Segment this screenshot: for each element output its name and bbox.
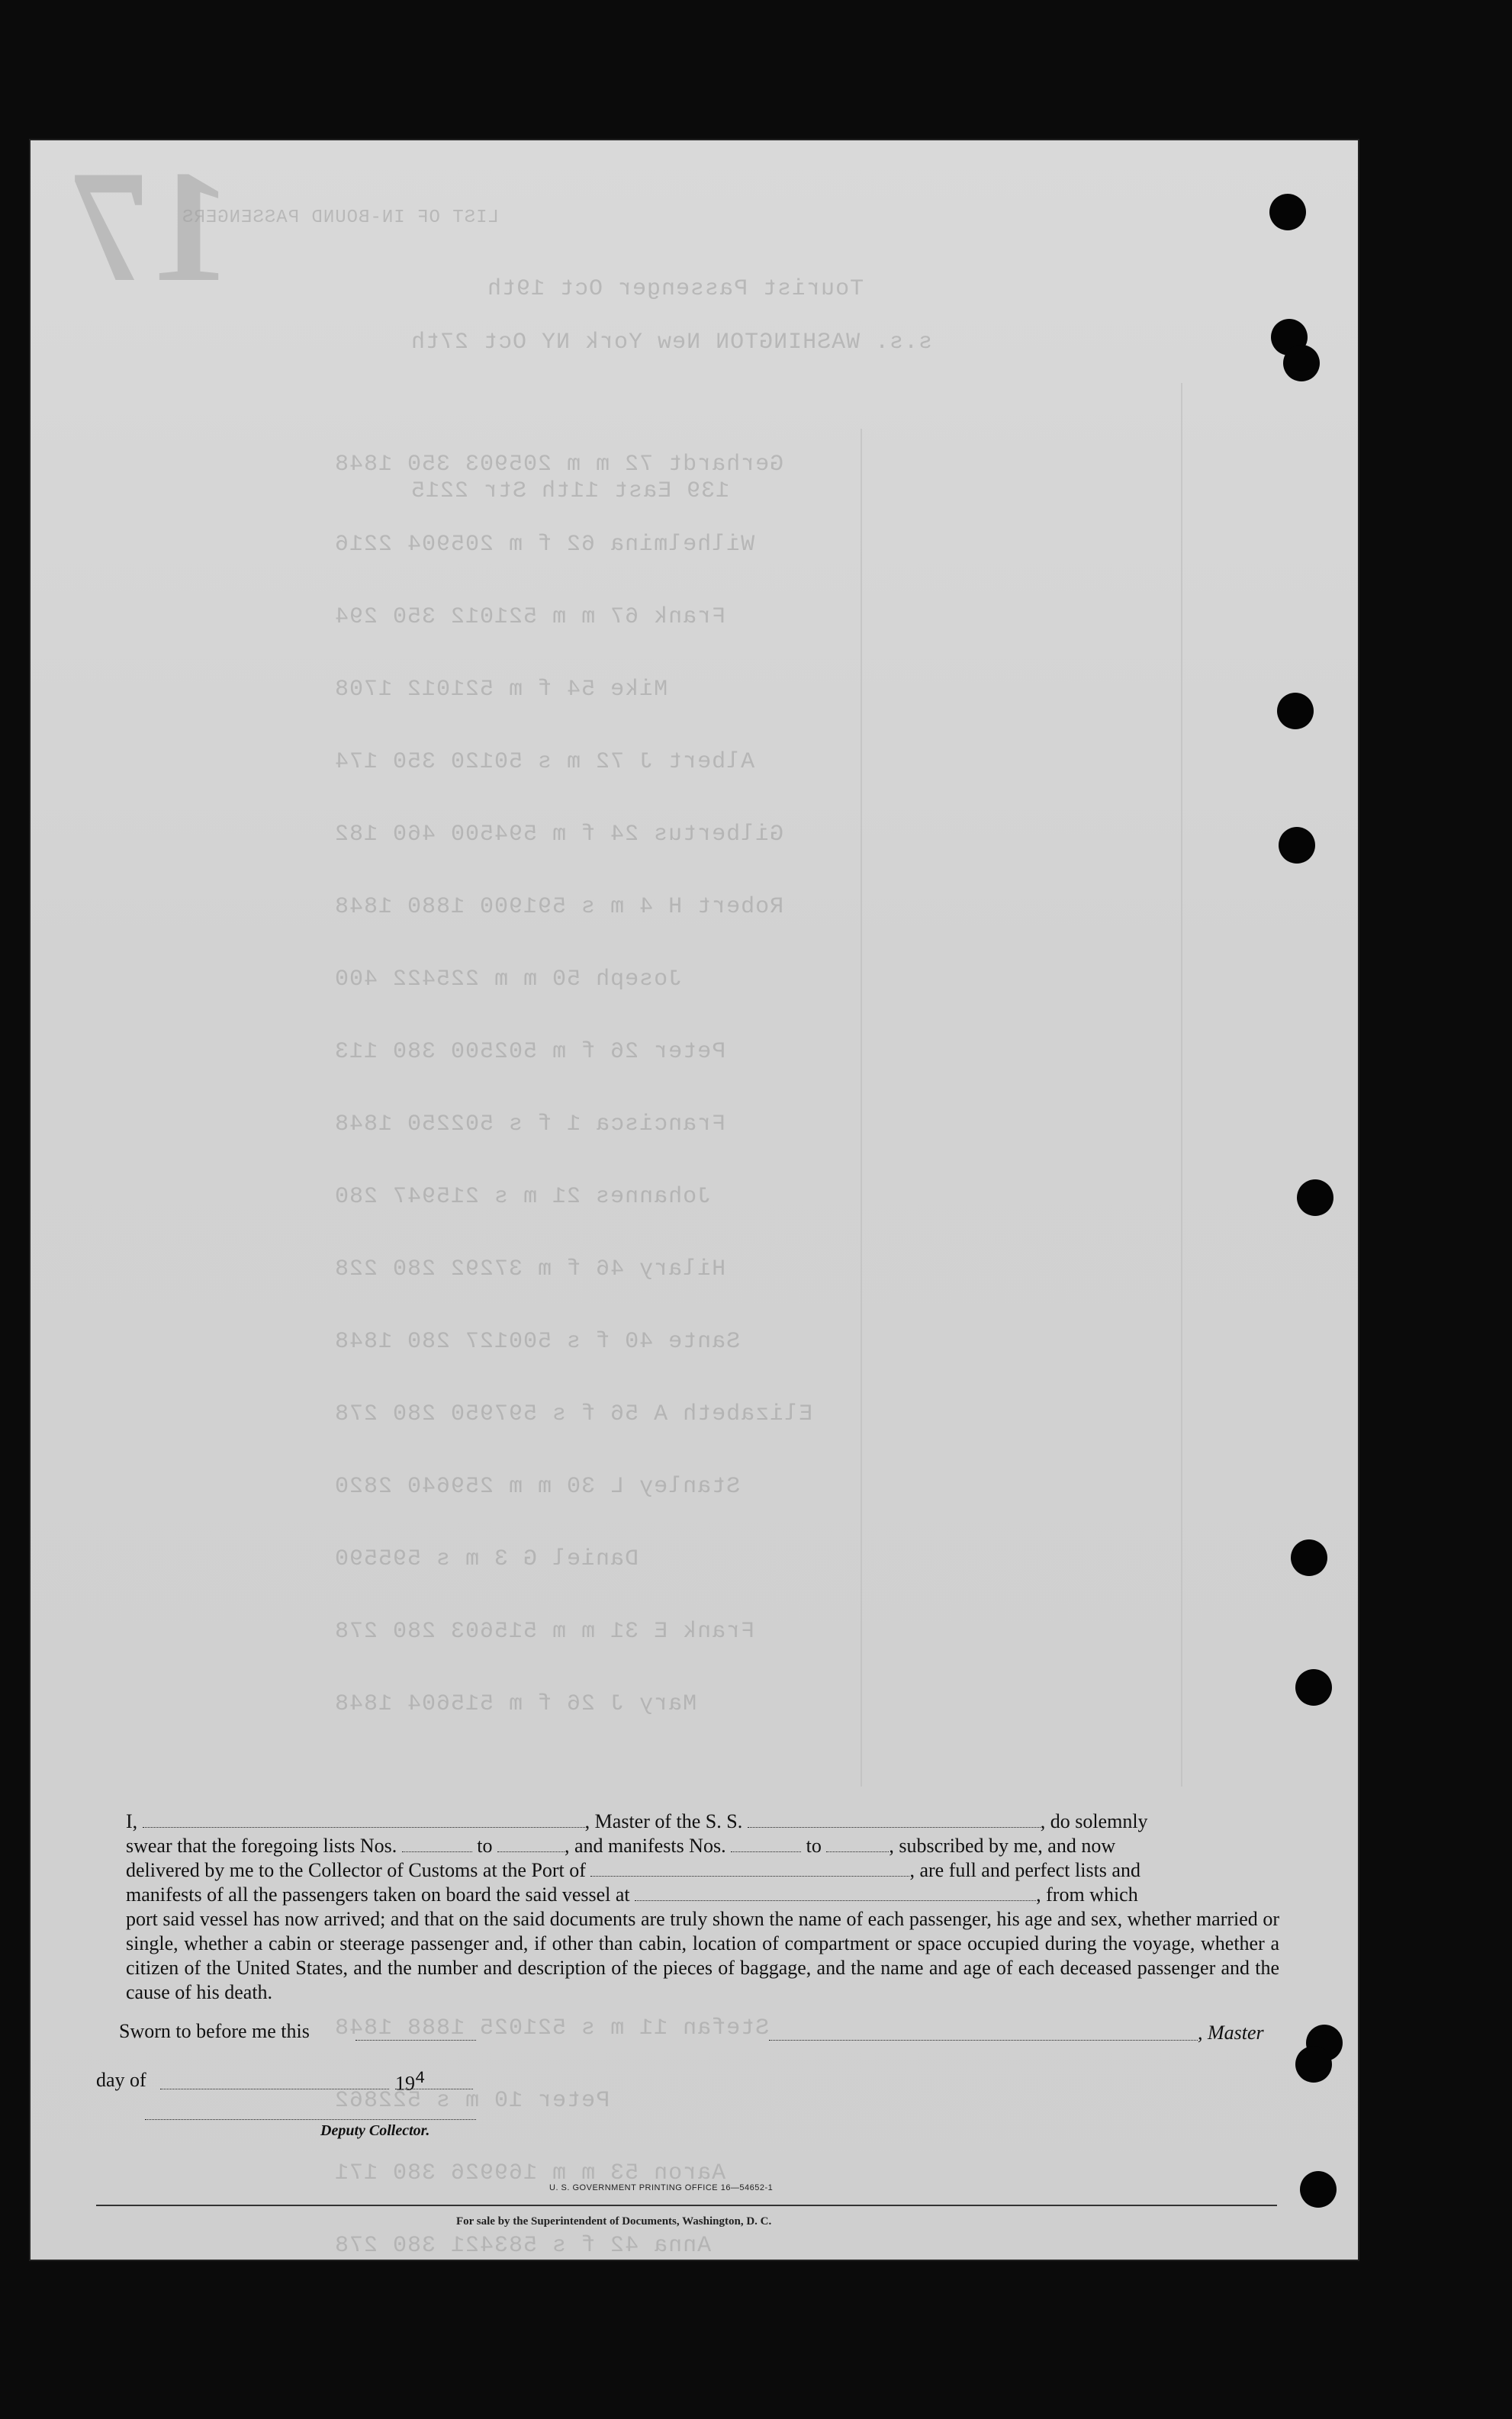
ghost-row: Anna 42 f s 583421 380 278 (334, 2233, 712, 2259)
ghost-row: Albert J 72 m s 50120 350 174 (334, 749, 755, 775)
oath-master-text: , Master of the S. S. (584, 1810, 743, 1832)
ghost-row: Francisca 1 f s 502250 1848 (334, 1111, 726, 1137)
year-prefix (395, 2069, 425, 2096)
ghost-row: Peter 26 f m 502500 380 113 (334, 1039, 726, 1065)
deputy-signature-line (145, 2119, 476, 2120)
oath-from-which-text: , from which (1036, 1883, 1138, 1906)
ghost-row: Mike 54 f m 521012 1708 (334, 677, 668, 703)
year-handwritten-digit: 4 (415, 2069, 426, 2088)
ghost-row: 139 East 11th Str 2215 (410, 478, 730, 504)
punch-hole (1291, 1539, 1327, 1576)
oath-vessel-text: manifests of all the passengers taken on board the said vessel at (126, 1883, 630, 1906)
ghost-row: Elizabeth A 56 f s 597950 280 278 (334, 1401, 813, 1427)
punch-hole (1295, 2046, 1332, 2083)
ghost-header: s.s. WASHINGTON New York NY Oct 27th (410, 330, 933, 355)
ghost-row: Daniel G 3 m s 595590 (334, 1546, 639, 1572)
ghost-row: Gerhardt 72 m m 205903 350 1848 (334, 452, 784, 478)
master-label: , Master (1198, 2022, 1264, 2044)
ghost-column-rule (861, 429, 862, 1787)
ghost-row: Sante 40 f s 500127 280 1848 (334, 1329, 741, 1355)
oath-i: I, (126, 1810, 138, 1832)
manifest-to-blank (826, 1836, 889, 1852)
oath-line-4 (126, 1883, 1279, 1907)
punch-hole (1295, 1669, 1332, 1706)
punch-hole (1277, 693, 1314, 729)
ghost-row: Hilary 46 f m 37292 280 228 (334, 1256, 726, 1282)
punch-hole (1269, 194, 1306, 230)
master-name-blank (143, 1812, 585, 1828)
manifest-page (29, 139, 1359, 2261)
ghost-row: Peter 10 m s 522862 (334, 2088, 610, 2114)
ghost-row: Gilbertus 24 f m 594500 460 182 (334, 822, 784, 848)
oath-to-text: to (477, 1835, 493, 1857)
deputy-collector-label: Deputy Collector. (320, 2122, 430, 2139)
punch-hole (1279, 827, 1315, 864)
punch-hole (1283, 345, 1320, 381)
ghost-sheet-number: 17 (71, 139, 231, 315)
year-prefix-text: 19 (395, 2072, 415, 2095)
ghost-row: Aaron 53 m m 169926 380 171 (334, 2160, 726, 2186)
day-of-label: day of (96, 2069, 146, 2091)
ghost-row: Frank 67 m m 521012 350 294 (334, 604, 726, 630)
oath-port-text: delivered by me to the Collector of Customs at the Port of (126, 1859, 586, 1881)
ghost-header: LIST OF IN-BOUND PASSENGERS (182, 207, 499, 228)
ghost-row: Wilhelmina 62 f m 205904 2216 (334, 532, 755, 558)
ghost-row: Stefan 11 m s 521025 1888 1848 (334, 2015, 770, 2041)
list-from-blank (402, 1836, 472, 1852)
departure-port-blank (635, 1885, 1036, 1901)
oath-line-1 (126, 1809, 1279, 1834)
oath-manifests-text: , and manifests Nos. (565, 1835, 726, 1857)
oath-body: port said vessel has now arrived; and that on the said documents are truly shown the name of each passenger, his age and sex, whether married or single, whether a cabin or steerage passenger and, if other than cabin, location of compartment or space occupied during the voyage, whether a citizen of the United States, and the number and description of the pieces of baggage, and the name and age of each deceased passenger and the cause of his death. (126, 1908, 1279, 2003)
oath-solemnly: , do solemnly (1040, 1810, 1148, 1832)
list-to-blank (497, 1836, 565, 1852)
master-signature-line (769, 2040, 1198, 2041)
punch-hole (1297, 1179, 1333, 1216)
ship-name-blank (748, 1812, 1041, 1828)
footer-rule (96, 2205, 1277, 2206)
port-blank (590, 1861, 909, 1877)
oath-line-3 (126, 1858, 1279, 1883)
master-oath (126, 1809, 1279, 2005)
ghost-row: Robert H 4 m s 591900 1880 1848 (334, 894, 784, 920)
ghost-header: Tourist Passenger Oct 19th (487, 276, 864, 302)
sworn-label: Sworn to before me this (119, 2020, 310, 2042)
oath-line-2 (126, 1834, 1279, 1858)
ghost-column-rule (1181, 383, 1182, 1787)
oath-lists-text: swear that the foregoing lists Nos. (126, 1835, 397, 1857)
for-sale-imprint: For sale by the Superintendent of Documents, Washington, D. C. (456, 2215, 772, 2228)
oath-to-text-2: to (806, 1835, 822, 1857)
punch-hole (1300, 2171, 1337, 2208)
ghost-row: Mary J 26 f m 515604 1848 (334, 1691, 697, 1717)
printing-office-imprint: U. S. GOVERNMENT PRINTING OFFICE 16—54652-1 (549, 2183, 774, 2192)
ghost-row: Stanley L 30 m m 259640 2820 (334, 1474, 741, 1500)
ghost-row: Joseph 50 m m 225422 400 (334, 967, 683, 992)
ghost-row: Frank E 31 m m 515603 280 278 (334, 1619, 755, 1645)
sworn-date-line (355, 2040, 476, 2041)
ghost-row: Johannes 21 m s 215947 280 (334, 1184, 712, 1210)
manifest-from-blank (731, 1836, 801, 1852)
oath-perfect-text: , are full and perfect lists and (909, 1859, 1140, 1881)
oath-subscribed-text: , subscribed by me, and now (889, 1835, 1116, 1857)
